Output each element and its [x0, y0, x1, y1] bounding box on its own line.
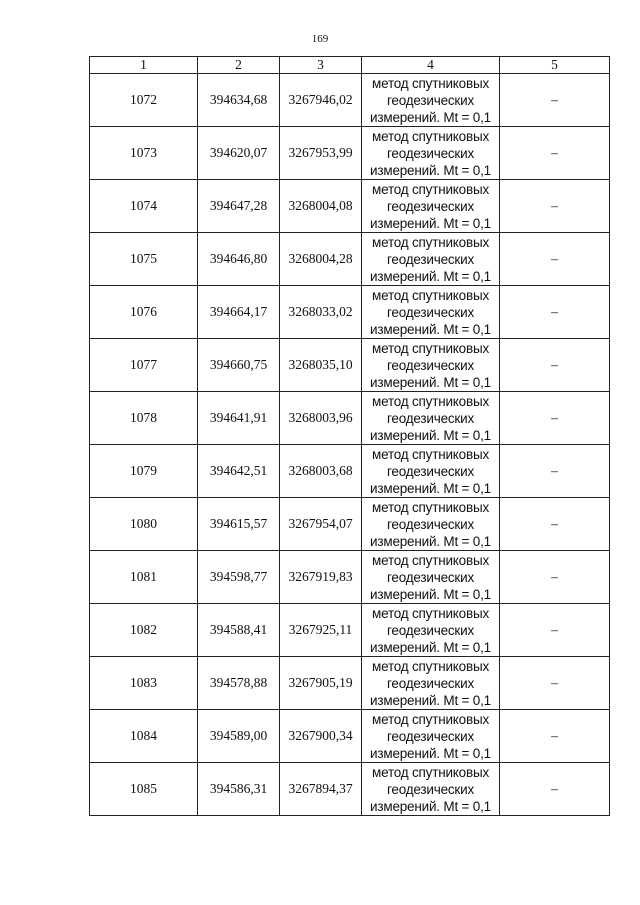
- method-line: геодезических: [386, 92, 475, 108]
- y-coordinate-cell: 3267925,11: [280, 604, 362, 657]
- y-coordinate-cell: 3267946,02: [280, 74, 362, 127]
- method-cell: [362, 180, 500, 233]
- x-coordinate-cell: 394589,00: [198, 710, 280, 763]
- method-line: метод спутниковых: [372, 340, 489, 356]
- method-line: геодезических: [386, 251, 475, 267]
- y-coordinate-cell: 3267954,07: [280, 498, 362, 551]
- method-line: метод спутниковых: [372, 287, 489, 303]
- method-line: измерений. Mt = 0,1: [370, 427, 491, 443]
- table-row: [90, 710, 610, 763]
- point-number-cell: 1080: [90, 498, 198, 551]
- point-number-cell: 1081: [90, 551, 198, 604]
- method-cell: [362, 657, 500, 710]
- method-line: метод спутниковых: [372, 393, 489, 409]
- coordinates-table: [89, 56, 610, 816]
- method-cell: [362, 74, 500, 127]
- method-line: метод спутниковых: [372, 446, 489, 462]
- method-line: измерений. Mt = 0,1: [370, 374, 491, 390]
- x-coordinate-cell: 394620,07: [198, 127, 280, 180]
- note-cell: –: [500, 551, 610, 604]
- note-cell: –: [500, 339, 610, 392]
- x-coordinate-cell: 394588,41: [198, 604, 280, 657]
- y-coordinate-cell: 3268033,02: [280, 286, 362, 339]
- x-coordinate-cell: 394634,68: [198, 74, 280, 127]
- x-coordinate-cell: 394647,28: [198, 180, 280, 233]
- note-cell: –: [500, 445, 610, 498]
- y-coordinate-cell: 3267894,37: [280, 763, 362, 816]
- column-header-2: 2: [198, 57, 280, 74]
- x-coordinate-cell: 394641,91: [198, 392, 280, 445]
- method-line: метод спутниковых: [372, 234, 489, 250]
- method-cell: [362, 392, 500, 445]
- note-cell: –: [500, 710, 610, 763]
- method-cell: [362, 286, 500, 339]
- note-cell: –: [500, 392, 610, 445]
- method-cell: [362, 710, 500, 763]
- point-number-cell: 1073: [90, 127, 198, 180]
- note-cell: –: [500, 286, 610, 339]
- table-row: [90, 127, 610, 180]
- y-coordinate-cell: 3267900,34: [280, 710, 362, 763]
- method-cell: [362, 498, 500, 551]
- table-row: [90, 763, 610, 816]
- page-number: 169: [311, 33, 329, 45]
- method-line: геодезических: [386, 357, 475, 373]
- y-coordinate-cell: 3268003,96: [280, 392, 362, 445]
- note-cell: –: [500, 127, 610, 180]
- method-line: измерений. Mt = 0,1: [370, 798, 491, 814]
- point-number-cell: 1084: [90, 710, 198, 763]
- method-cell: [362, 604, 500, 657]
- table-row: [90, 657, 610, 710]
- method-line: измерений. Mt = 0,1: [370, 321, 491, 337]
- method-cell: [362, 763, 500, 816]
- note-cell: –: [500, 657, 610, 710]
- point-number-cell: 1083: [90, 657, 198, 710]
- x-coordinate-cell: 394598,77: [198, 551, 280, 604]
- method-line: геодезических: [386, 304, 475, 320]
- note-cell: –: [500, 604, 610, 657]
- method-line: метод спутниковых: [372, 764, 489, 780]
- note-cell: –: [500, 498, 610, 551]
- point-number-cell: 1082: [90, 604, 198, 657]
- point-number-cell: 1072: [90, 74, 198, 127]
- method-line: метод спутниковых: [372, 658, 489, 674]
- x-coordinate-cell: 394642,51: [198, 445, 280, 498]
- table-header-row: [90, 57, 610, 74]
- method-line: измерений. Mt = 0,1: [370, 109, 491, 125]
- method-line: измерений. Mt = 0,1: [370, 586, 491, 602]
- point-number-cell: 1079: [90, 445, 198, 498]
- table-row: [90, 233, 610, 286]
- point-number-cell: 1085: [90, 763, 198, 816]
- column-header-3: 3: [280, 57, 362, 74]
- method-line: метод спутниковых: [372, 552, 489, 568]
- x-coordinate-cell: 394586,31: [198, 763, 280, 816]
- method-cell: [362, 551, 500, 604]
- x-coordinate-cell: 394660,75: [198, 339, 280, 392]
- method-line: измерений. Mt = 0,1: [370, 162, 491, 178]
- x-coordinate-cell: 394578,88: [198, 657, 280, 710]
- y-coordinate-cell: 3267953,99: [280, 127, 362, 180]
- method-line: измерений. Mt = 0,1: [370, 745, 491, 761]
- table-row: [90, 286, 610, 339]
- note-cell: –: [500, 763, 610, 816]
- note-cell: –: [500, 180, 610, 233]
- method-line: геодезических: [386, 410, 475, 426]
- table-row: [90, 339, 610, 392]
- table-row: [90, 392, 610, 445]
- method-line: геодезических: [386, 622, 475, 638]
- y-coordinate-cell: 3267905,19: [280, 657, 362, 710]
- method-line: геодезических: [386, 781, 475, 797]
- point-number-cell: 1074: [90, 180, 198, 233]
- method-line: геодезических: [386, 675, 475, 691]
- x-coordinate-cell: 394664,17: [198, 286, 280, 339]
- method-line: метод спутниковых: [372, 711, 489, 727]
- point-number-cell: 1077: [90, 339, 198, 392]
- method-cell: [362, 127, 500, 180]
- column-header-1: 1: [90, 57, 198, 74]
- point-number-cell: 1076: [90, 286, 198, 339]
- y-coordinate-cell: 3268004,08: [280, 180, 362, 233]
- table-row: [90, 498, 610, 551]
- method-line: измерений. Mt = 0,1: [370, 480, 491, 496]
- note-cell: –: [500, 74, 610, 127]
- column-header-4: 4: [362, 57, 500, 74]
- method-line: геодезических: [386, 728, 475, 744]
- method-line: метод спутниковых: [372, 605, 489, 621]
- y-coordinate-cell: 3268003,68: [280, 445, 362, 498]
- method-cell: [362, 339, 500, 392]
- method-line: измерений. Mt = 0,1: [370, 268, 491, 284]
- point-number-cell: 1075: [90, 233, 198, 286]
- table-row: [90, 180, 610, 233]
- y-coordinate-cell: 3268035,10: [280, 339, 362, 392]
- method-line: геодезических: [386, 516, 475, 532]
- y-coordinate-cell: 3267919,83: [280, 551, 362, 604]
- point-number-cell: 1078: [90, 392, 198, 445]
- method-line: геодезических: [386, 198, 475, 214]
- table-row: [90, 445, 610, 498]
- method-line: геодезических: [386, 463, 475, 479]
- column-header-5: 5: [500, 57, 610, 74]
- method-line: метод спутниковых: [372, 75, 489, 91]
- method-line: метод спутниковых: [372, 128, 489, 144]
- method-cell: [362, 233, 500, 286]
- method-line: геодезических: [386, 145, 475, 161]
- table-row: [90, 604, 610, 657]
- method-line: измерений. Mt = 0,1: [370, 215, 491, 231]
- method-line: геодезических: [386, 569, 475, 585]
- method-line: метод спутниковых: [372, 499, 489, 515]
- note-cell: –: [500, 233, 610, 286]
- x-coordinate-cell: 394615,57: [198, 498, 280, 551]
- table-row: [90, 551, 610, 604]
- method-line: измерений. Mt = 0,1: [370, 692, 491, 708]
- method-line: измерений. Mt = 0,1: [370, 533, 491, 549]
- y-coordinate-cell: 3268004,28: [280, 233, 362, 286]
- x-coordinate-cell: 394646,80: [198, 233, 280, 286]
- method-line: измерений. Mt = 0,1: [370, 639, 491, 655]
- method-line: метод спутниковых: [372, 181, 489, 197]
- table-row: [90, 74, 610, 127]
- method-cell: [362, 445, 500, 498]
